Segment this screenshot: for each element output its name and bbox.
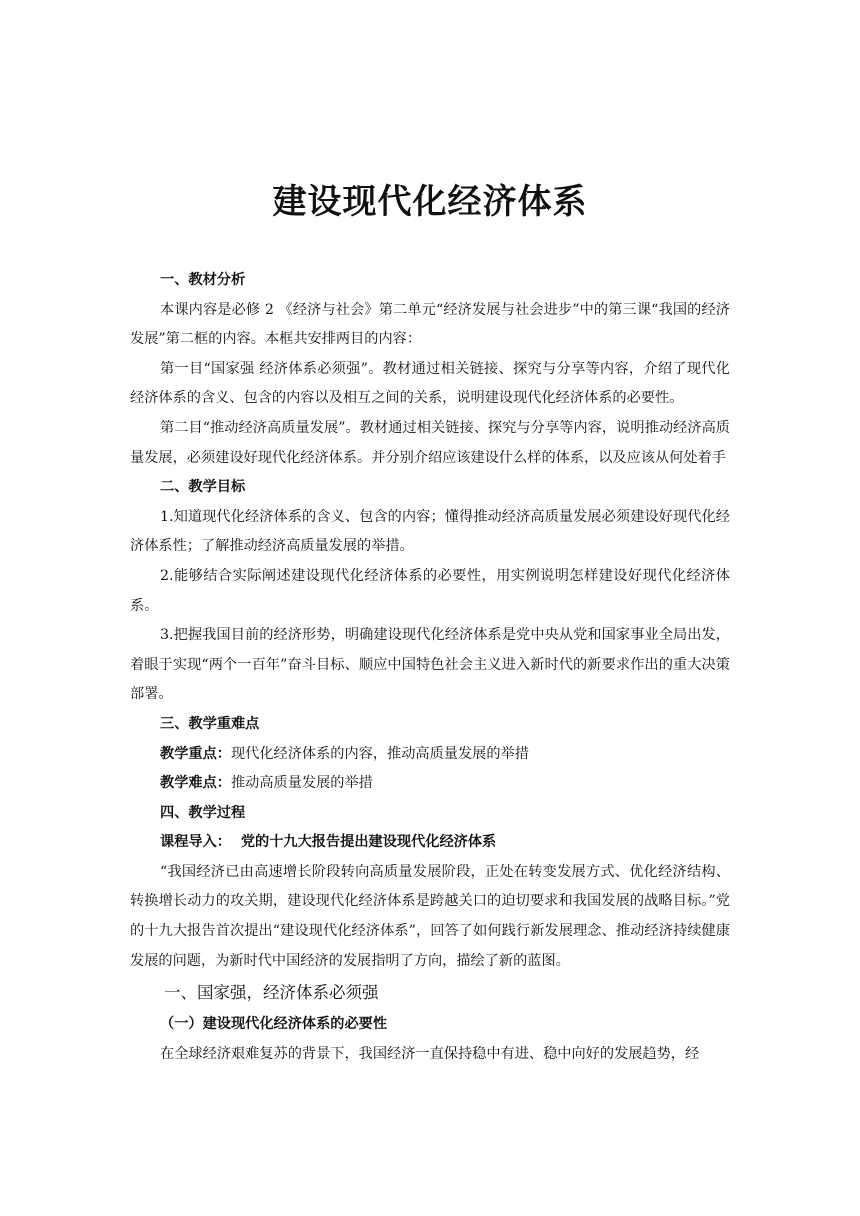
difficulty-line	[130, 769, 730, 799]
paragraph: 在全球经济艰难复苏的背景下，我国经济一直保持稳中有进、稳中向好的发展趋势，经	[160, 1045, 700, 1062]
document-body	[130, 266, 730, 1069]
focus-text: 现代化经济体系的内容，推动高质量发展的举措	[230, 745, 529, 762]
section-heading-goals: 二、教学目标	[160, 479, 246, 496]
paragraph: 本课内容是必修 2 《经济与社会》第二单元“经济发展与社会进步”中的第三课“我国的经济发展”第二框的内容。本框共安排两目的内容：	[130, 301, 730, 348]
paragraph: 第一目“国家强 经济体系必须强”。教材通过相关链接、探究与分享等内容，介绍了现代化经济体系的含义、包含的内容以及相互之间的关系，说明建设现代化经济体系的必要性。	[130, 360, 730, 407]
paragraph: 2.能够结合实际阐述建设现代化经济体系的必要性，用实例说明怎样建设好现代化经济体系。	[130, 567, 730, 614]
paragraph: 1.知道现代化经济体系的含义、包含的内容；懂得推动经济高质量发展必须建设好现代化经济体系性；了解推动经济高质量发展的举措。	[130, 508, 730, 555]
paragraph: 第二目“推动经济高质量发展”。教材通过相关链接、探究与分享等内容，说明推动经济高质量发展，必须建设好现代化经济体系。并分别介绍应该建设什么样的体系，以及应该从何处着手	[130, 419, 730, 466]
section-heading-analysis: 一、教材分析	[160, 272, 246, 288]
paragraph: 3.把握我国目前的经济形势，明确建设现代化经济体系是党中央从党和国家事业全局出发，着眼于实现“两个一百年”奋斗目标、顺应中国特色社会主义进入新时代的新要求作出的重大决策部署。	[130, 627, 730, 703]
focus-line	[130, 740, 730, 770]
part-heading: 一、国家强，经济体系必须强	[164, 983, 379, 1003]
subsection-heading: （一）建设现代化经济体系的必要性	[160, 1016, 388, 1033]
difficulty-text: 推动高质量发展的举措	[230, 775, 373, 792]
document-title: 建设现代化经济体系	[272, 182, 588, 222]
difficulty-label: 教学难点：	[160, 775, 231, 792]
intro-line: 课程导入： 党的十九大报告提出建设现代化经济体系	[160, 834, 497, 851]
section-heading-process: 四、教学过程	[160, 804, 246, 821]
section-heading-keypoints: 三、教学重难点	[160, 715, 260, 732]
paragraph: “我国经济已由高速增长阶段转向高质量发展阶段，正处在转变发展方式、优化经济结构、转换增长动力的攻关期，建设现代化经济体系是跨越关口的迫切要求和我国发展的战略目标。”党的十九大报告首次提出“建设现代化经济体系”，回答了如何践行新发展理念、推动经济持续健康发展的问题，为新时代中国经济的发展指明了方向，描绘了新的蓝图。	[130, 863, 730, 969]
focus-label: 教学重点：	[160, 745, 231, 762]
